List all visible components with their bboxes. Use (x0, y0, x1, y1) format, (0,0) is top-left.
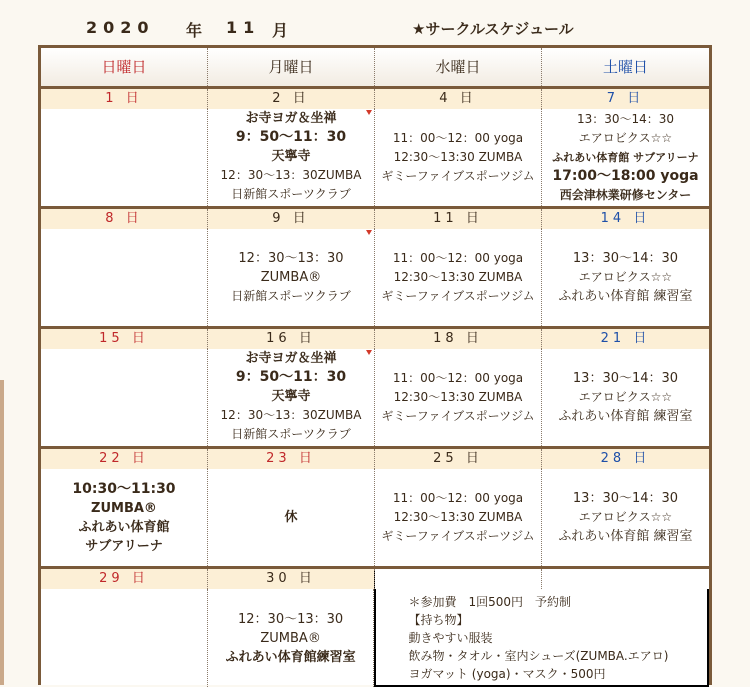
event-title: エアロビクス☆☆ (578, 390, 673, 404)
day-cell (208, 469, 375, 566)
comment-marker-icon (366, 230, 372, 235)
event-time: 13：30〜14：30 (572, 491, 679, 506)
event-time: 13：30〜14：30 (576, 112, 675, 126)
day-cell (41, 349, 208, 446)
date-band (41, 449, 709, 469)
day-cell (375, 349, 542, 446)
date-label: 22 日 (41, 449, 208, 469)
header-year: 2020 (86, 18, 155, 37)
event-venue: ギミーファイブスポーツジム (381, 169, 535, 183)
weekday-saturday: 土曜日 (542, 48, 709, 86)
date-band (41, 89, 709, 109)
header-month-unit: 月 (272, 21, 289, 40)
page-header (0, 0, 750, 45)
date-band (41, 209, 709, 229)
left-decoration (0, 380, 4, 685)
event-venue: ふれあい体育館練習室 (225, 649, 356, 665)
event-venue: ふれあい体育館 練習室 (558, 529, 693, 544)
event-line: 11：00〜12：00 yoga (392, 491, 524, 505)
day-cell (542, 109, 709, 206)
event-venue: 天寧寺 (271, 389, 311, 404)
date-label: 11 日 (375, 209, 542, 229)
day-cell (41, 229, 208, 326)
event-time: 17:00〜18:00 yoga (552, 168, 699, 184)
date-label: 7 日 (606, 91, 645, 106)
date-label: 23 日 (208, 449, 375, 469)
comment-marker-icon (366, 350, 372, 355)
event-venue: ふれあい体育館 練習室 (558, 289, 693, 304)
day-cell (542, 229, 709, 326)
event-line: 11：00〜12：00 yoga (392, 371, 524, 385)
date-band (41, 329, 709, 349)
event-title: ZUMBA® (260, 630, 321, 646)
event-line: 12:30〜13:30 ZUMBA (393, 150, 523, 164)
event-line: 12:30〜13:30 ZUMBA (393, 390, 523, 404)
event-time: 13：30〜14：30 (572, 371, 679, 386)
event-line: 12:30〜13:30 ZUMBA (393, 270, 523, 284)
event-title: エアロビクス☆☆ (578, 131, 673, 145)
event-time: 12：30〜13：30 (238, 251, 344, 266)
date-band (41, 569, 709, 589)
day-cell (208, 109, 375, 206)
day-cell (41, 589, 208, 687)
day-cell (41, 469, 208, 566)
note-fee: ＊参加費 1回500円 予約制 (408, 595, 572, 609)
event-venue: サブアリーナ (85, 538, 163, 554)
event-time: 12：30〜13：30ZUMBA (220, 168, 362, 182)
day-cell (375, 109, 542, 206)
date-label: 2 日 (208, 89, 375, 109)
event-time: 13：30〜14：30 (572, 251, 679, 266)
note-item: 動きやすい服装 (408, 631, 493, 645)
event-title: お寺ヨガ＆坐禅 (245, 351, 337, 366)
page-title: ★サークルスケジュール (412, 20, 574, 38)
week-row (41, 329, 709, 449)
date-label: 8 日 (41, 209, 208, 229)
event-venue: 日新館スポーツクラブ (231, 187, 351, 201)
week-row (41, 209, 709, 329)
event-time: 10:30〜11:30 (72, 480, 176, 497)
date-label: 21 日 (600, 331, 651, 346)
day-cell (542, 469, 709, 566)
weekday-sunday: 日曜日 (41, 48, 208, 86)
event-time: 12：30〜13：30 (238, 611, 344, 627)
event-venue: 日新館スポーツクラブ (231, 427, 351, 441)
day-cell (375, 229, 542, 326)
date-label: 30 日 (208, 569, 375, 589)
date-label: 28 日 (600, 451, 651, 466)
event-title: エアロビクス☆☆ (578, 270, 673, 284)
day-cell (208, 229, 375, 326)
event-line: 12:30〜13:30 ZUMBA (393, 510, 523, 524)
event-title: お寺ヨガ＆坐禅 (245, 111, 337, 126)
day-cell (208, 349, 375, 446)
event-venue: ギミーファイブスポーツジム (381, 529, 535, 543)
weekday-wednesday: 水曜日 (375, 48, 542, 86)
date-label: 29 日 (41, 569, 208, 589)
event-venue: 日新館スポーツクラブ (231, 289, 351, 303)
date-label: 18 日 (375, 329, 542, 349)
event-time: 9：50〜11：30 (235, 369, 347, 385)
week-row (41, 89, 709, 209)
weekday-header-row (41, 48, 709, 89)
event-time: 9：50〜11：30 (235, 129, 347, 145)
event-title: ZUMBA® (260, 270, 322, 285)
holiday-label: 休 (284, 510, 298, 525)
date-label: 16 日 (208, 329, 375, 349)
comment-marker-icon (366, 110, 372, 115)
event-venue: ギミーファイブスポーツジム (381, 409, 535, 423)
note-heading: 【持ち物】 (408, 613, 469, 627)
day-cell (41, 109, 208, 206)
date-label: 14 日 (600, 211, 651, 226)
week-row (41, 569, 709, 687)
event-venue: ギミーファイブスポーツジム (381, 289, 535, 303)
day-cell (542, 349, 709, 446)
day-cell (375, 469, 542, 566)
date-label: 1 日 (41, 89, 208, 109)
event-line: 11：00〜12：00 yoga (392, 251, 524, 265)
date-label: 15 日 (41, 329, 208, 349)
event-time: 12：30〜13：30ZUMBA (220, 408, 362, 422)
header-year-unit: 年 (186, 21, 203, 40)
event-venue: ふれあい体育館 (78, 519, 170, 535)
date-label: 9 日 (208, 209, 375, 229)
event-title: ZUMBA® (91, 500, 157, 516)
date-label: 4 日 (375, 89, 542, 109)
header-month: 11 (226, 18, 261, 37)
event-line: 11：00〜12：00 yoga (392, 131, 524, 145)
schedule-calendar (38, 45, 712, 685)
date-label: 25 日 (375, 449, 542, 469)
note-item: ヨガマット (yoga)・マスク・500円 (408, 667, 606, 681)
note-item: 飲み物・タオル・室内シューズ(ZUMBA.エアロ) (408, 649, 669, 663)
week-row (41, 449, 709, 569)
event-venue: ふれあい体育館 サブアリーナ (552, 151, 699, 164)
event-title: エアロビクス☆☆ (578, 510, 673, 524)
event-venue: 天寧寺 (271, 149, 311, 164)
event-venue: 西会津林業研修センター (559, 188, 692, 202)
weekday-monday: 月曜日 (208, 48, 375, 86)
day-cell (208, 589, 375, 687)
event-venue: ふれあい体育館 練習室 (558, 409, 693, 424)
